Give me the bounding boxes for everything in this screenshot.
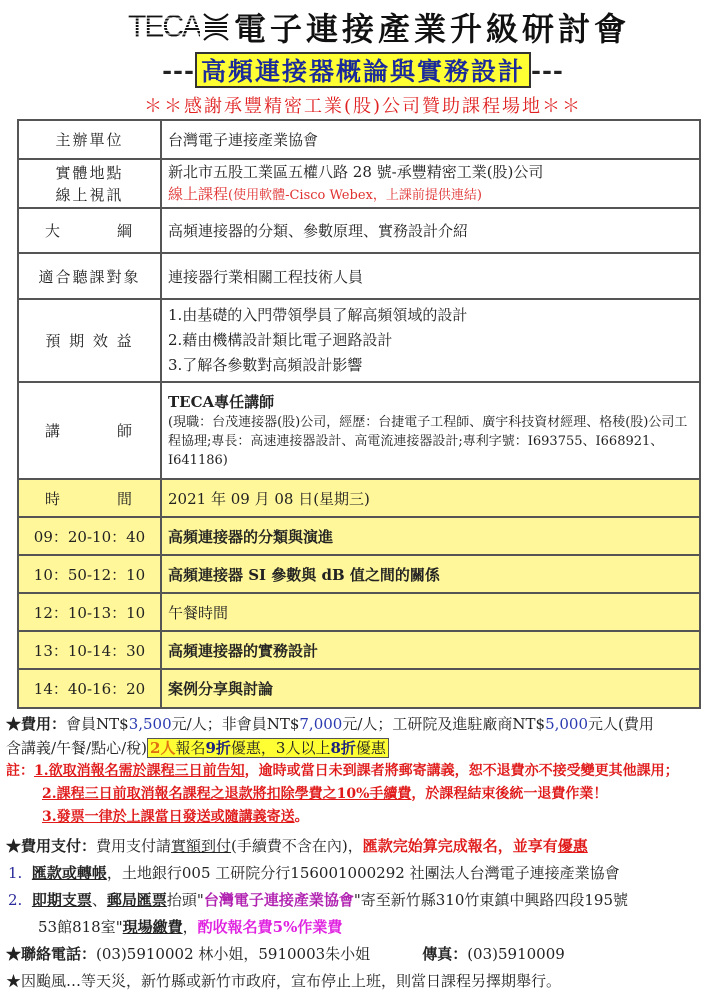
- venue-label: [18, 159, 161, 208]
- payment-method-1: [6, 860, 721, 887]
- row-organizer: [18, 120, 700, 159]
- itri-fee-prefix: 元/人；工研院及進駐廠商NT$: [342, 715, 546, 733]
- online-course-label: 線上課程: [168, 184, 229, 203]
- payment-method-2-cont: [6, 914, 721, 941]
- organizer-value: 台灣電子連接產業協會: [161, 120, 700, 159]
- benefit-item: 1.由基礎的入門帶領學員了解高頻領域的設計: [168, 306, 468, 324]
- course-title: 高頻連接器概論與實務設計: [200, 57, 525, 86]
- onsite-fee-note: 酌收報名費5%作業費: [197, 918, 343, 936]
- discount-text-3: 優惠: [355, 739, 386, 757]
- cancel-note-3: [6, 806, 721, 829]
- teca-logo: [128, 10, 230, 44]
- group-discount-badge: [147, 738, 389, 758]
- payment-text-2: (手續費不含在內)，: [231, 837, 363, 855]
- method-number: 1.: [8, 864, 23, 882]
- schedule-row: [18, 669, 700, 708]
- member-fee: 3,500: [128, 715, 172, 733]
- main-title: 電子連接產業升級研討會: [234, 10, 631, 48]
- teca-logo-icon: [202, 12, 230, 42]
- session-topic: 案例分享與討論: [161, 669, 700, 708]
- organizer-label: 主辦單位: [18, 120, 161, 159]
- payee-prefix: 抬頭": [166, 891, 204, 909]
- cancel-note-1: [6, 760, 721, 783]
- date-label-a: 時: [45, 489, 63, 508]
- payment-line: [6, 833, 721, 860]
- mailing-room: 53館818室": [38, 918, 123, 936]
- method-sep: 、: [91, 891, 107, 909]
- course-info-table: [17, 119, 701, 709]
- schedule-row: [18, 593, 700, 631]
- method-number: 2.: [8, 891, 23, 909]
- discount-80: 8折: [330, 739, 356, 757]
- mailing-address: "寄至新竹縣310竹東鎮中興路四段195號: [353, 891, 628, 909]
- payment-text: 費用支付請: [96, 837, 172, 855]
- contact-line: [6, 941, 721, 968]
- contact-phones: (03)5910002 林小姐，5910003朱小姐: [96, 945, 371, 963]
- date-label: [18, 479, 161, 517]
- session-topic: 午餐時間: [161, 593, 700, 631]
- benefits-label: 預 期 效 益: [18, 299, 161, 382]
- venue-value: [161, 159, 700, 208]
- fees-label: ★費用：: [6, 715, 67, 733]
- online-course-note: (使用軟體-Cisco Webex，上課前提供連結): [228, 187, 482, 203]
- session-topic: 高頻連接器的分類與演進: [161, 517, 700, 555]
- fees-line-2: [6, 736, 721, 760]
- benefit-item: 2.藉由機構設計類比電子迴路設計: [168, 331, 393, 349]
- subtitle-box: [195, 52, 531, 88]
- session-time: 13：10-14：30: [18, 631, 161, 669]
- payment-red-text: 匯款完始算完成報名，並享有: [362, 837, 558, 855]
- note-underlined: 3.發票一律於上課當日發送或隨講義寄送: [42, 809, 295, 825]
- row-instructor: [18, 382, 700, 479]
- note-underlined: 2.課程三日前取消報名課程之退款將扣除學費之10%手續費: [42, 786, 412, 802]
- fax-label: 傳真：: [422, 945, 468, 963]
- note-rest: 。: [294, 809, 309, 825]
- instructor-label-b: 師: [116, 422, 134, 440]
- logo-text: TECA: [128, 9, 201, 44]
- venue-label-online: 線上視訊: [55, 185, 124, 204]
- row-audience: [18, 253, 700, 299]
- audience-label: 適合聽課對象: [18, 253, 161, 299]
- discount-2-people: 2人: [150, 739, 176, 757]
- row-venue: [18, 159, 700, 208]
- comma: ，: [182, 918, 198, 936]
- dashes-left: ---: [162, 55, 195, 85]
- bank-details: ，土地銀行005 工研院分行156001000292 社團法人台灣電子連接產業協會: [106, 864, 620, 882]
- method-label-check: 即期支票: [31, 891, 92, 909]
- note-underlined: 1.欲取消報名需於課程三日前告知: [34, 763, 245, 779]
- method-label: 匯款或轉帳: [31, 864, 107, 882]
- onsite-payment: 現場繳費: [122, 918, 183, 936]
- session-topic: 高頻連接器的實務設計: [161, 631, 700, 669]
- row-date: [18, 479, 700, 517]
- contact-label: ★聯絡電話：: [6, 945, 97, 963]
- nonmember-fee: 7,000: [299, 715, 343, 733]
- session-topic: 高頻連接器 SI 參數與 dB 值之間的關係: [161, 555, 700, 593]
- fees-line: [6, 712, 721, 736]
- outline-label: [18, 208, 161, 253]
- benefits-list: [161, 299, 700, 382]
- venue-label-physical: 實體地點: [55, 163, 124, 182]
- schedule-row: [18, 517, 700, 555]
- payment-red-underlined: 優惠: [557, 837, 588, 855]
- date-label-b: 間: [116, 489, 134, 508]
- fees-includes: 含講義/午餐/點心/稅): [6, 739, 148, 757]
- payee-name: 台灣電子連接產業協會: [203, 891, 354, 909]
- session-time: 09：20-10：40: [18, 517, 161, 555]
- discount-text-2: 優惠，3人以上: [230, 739, 331, 757]
- outline-value: 高頻連接器的分類、參數原理、實務設計介紹: [161, 208, 700, 253]
- note-rest: ，逾時或當日未到課者將郵寄講義，恕不退費亦不接受變更其他課用；: [244, 763, 679, 779]
- itri-fee: 5,000: [545, 715, 589, 733]
- outline-label-b: 綱: [116, 222, 134, 240]
- payment-label: ★費用支付：: [6, 837, 97, 855]
- itri-fee-suffix: 元人(費用: [588, 715, 654, 733]
- dashes-right: ---: [531, 55, 564, 85]
- outline-label-a: 大: [45, 222, 63, 240]
- schedule-row: [18, 631, 700, 669]
- session-time: 14：40-16：20: [18, 669, 161, 708]
- method-label-money-order: 郵局匯票: [106, 891, 167, 909]
- row-benefits: [18, 299, 700, 382]
- venue-online: [168, 183, 693, 207]
- venue-address: 新北市五股工業區五權八路 28 號-承豐精密工業(股)公司: [168, 162, 544, 181]
- subtitle-row: [0, 52, 726, 88]
- instructor-label-a: 講: [45, 422, 63, 440]
- session-time: 12：10-13：10: [18, 593, 161, 631]
- schedule-row: [18, 555, 700, 593]
- title-row: [128, 8, 630, 46]
- instructor-title: TECA專任講師: [168, 393, 275, 411]
- note-rest: ，於課程結束後統一退費作業！: [411, 786, 608, 802]
- payment-method-2: [6, 887, 721, 914]
- notes-section: [6, 712, 721, 995]
- audience-value: 連接器行業相關工程技術人員: [161, 253, 700, 299]
- instructor-label: [18, 382, 161, 479]
- benefit-item: 3.了解各參數對高頻設計影響: [168, 356, 363, 374]
- row-outline: [18, 208, 700, 253]
- sponsor-thanks: ＊＊感謝承豐精密工業(股)公司贊助課程場地＊＊: [143, 96, 583, 117]
- session-time: 10：50-12：10: [18, 555, 161, 593]
- cancel-note-2: [6, 783, 721, 806]
- nonmember-fee-prefix: 元/人；非會員NT$: [171, 715, 300, 733]
- discount-90: 9折: [205, 739, 231, 757]
- fax-number: (03)5910009: [467, 945, 565, 963]
- discount-text: 報名: [175, 739, 206, 757]
- payment-text-underlined: 實額到付: [171, 837, 232, 855]
- member-fee-prefix: 會員NT$: [66, 715, 129, 733]
- instructor-bio: (現職：台茂連接器(股)公司，經歷：台捷電子工程師、廣宇科技資材經理、格稜(股)公司工程協理;專長：高速連接器設計、高電流連接器設計;專利字號：I693755、I668921、I641186): [168, 415, 688, 468]
- notes-prefix: 註：: [6, 763, 34, 779]
- instructor-value: [161, 382, 700, 479]
- course-date: 2021 年 09 月 08 日(星期三): [161, 479, 700, 517]
- typhoon-notice: ★因颱風…等天災，新竹縣或新竹市政府，宣布停止上班，則當日課程另擇期舉行。: [6, 972, 562, 990]
